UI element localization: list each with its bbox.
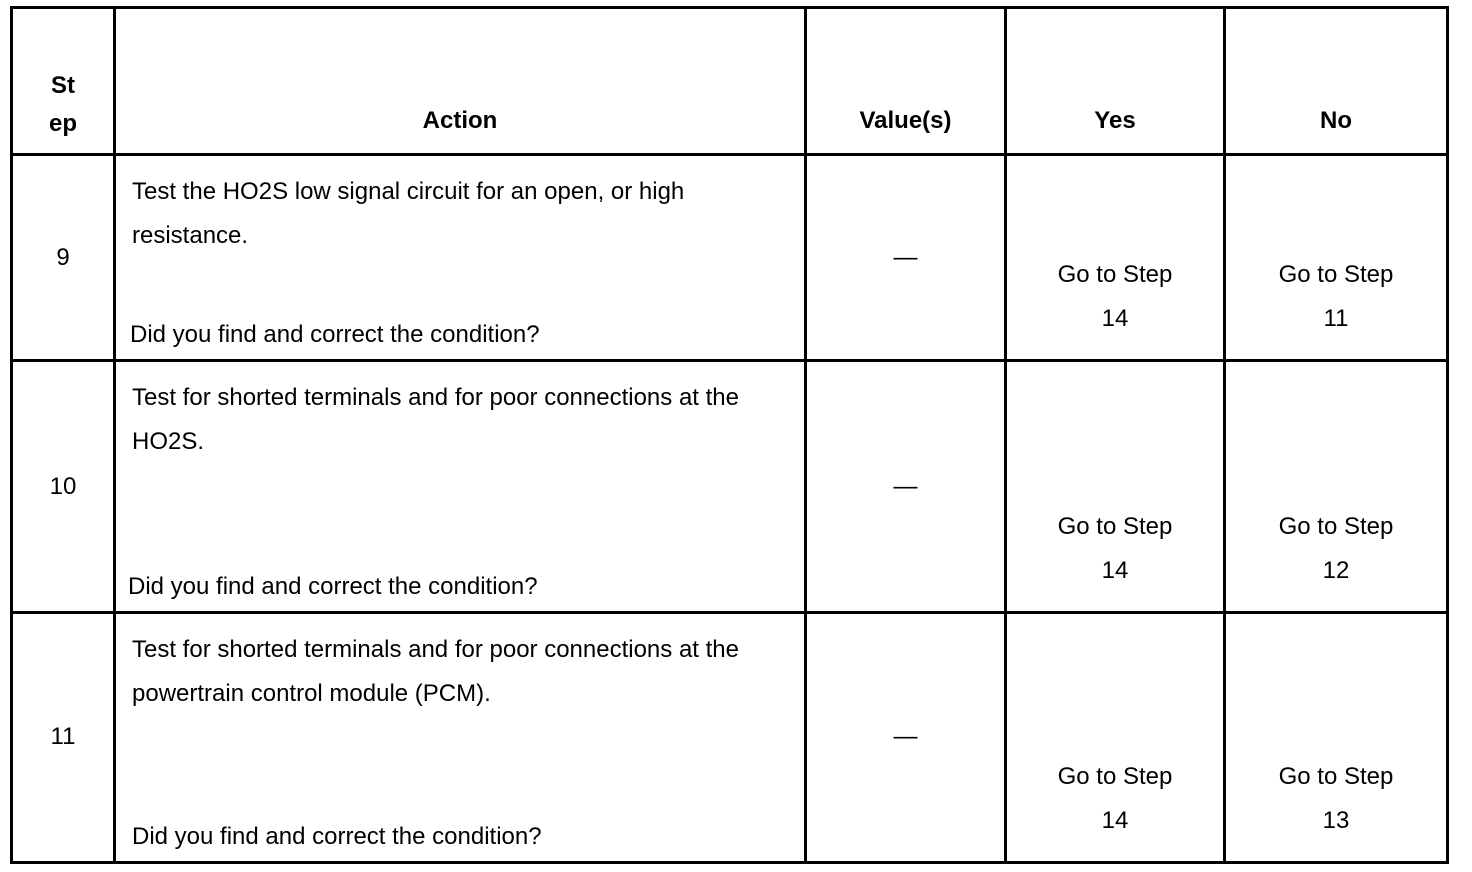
yes-goto-step: 14	[1101, 305, 1129, 333]
action-text: Test for shorted terminals and for poor connections at the powertrain control module (PCM).	[132, 635, 739, 707]
action-cell	[115, 612, 806, 862]
diagnostic-table	[10, 6, 1449, 864]
no-cell	[1225, 361, 1448, 612]
action-question: Did you find and correct the condition?	[128, 572, 538, 600]
action-cell	[115, 361, 806, 612]
no-cell	[1225, 612, 1448, 862]
no-goto-step: 13	[1322, 807, 1350, 834]
step-number: 11	[12, 612, 115, 862]
header-action: Action	[115, 8, 806, 155]
action-text: Test the HO2S low signal circuit for an open, or high resistance.	[132, 178, 685, 249]
yes-cell	[1006, 612, 1225, 862]
value-cell: —	[806, 612, 1006, 862]
no-goto-label: Go to Step	[1278, 261, 1394, 289]
no-goto-label: Go to Step	[1278, 763, 1394, 790]
action-question: Did you find and correct the condition?	[130, 321, 540, 349]
step-number: 9	[12, 155, 115, 361]
yes-cell	[1006, 361, 1225, 612]
action-text: Test for shorted terminals and for poor connections at the HO2S.	[132, 384, 739, 456]
step-number: 10	[12, 361, 115, 612]
no-goto-label: Go to Step	[1278, 512, 1394, 540]
table-row	[12, 155, 1448, 361]
action-cell	[115, 155, 806, 361]
header-values: Value(s)	[806, 8, 1006, 155]
value-cell: —	[806, 361, 1006, 612]
table-row	[12, 361, 1448, 612]
yes-goto-step: 14	[1101, 556, 1129, 584]
no-goto-step: 11	[1323, 305, 1349, 333]
yes-goto-label: Go to Step	[1057, 261, 1173, 289]
yes-cell	[1006, 155, 1225, 361]
no-cell	[1225, 155, 1448, 361]
value-cell: —	[806, 155, 1006, 361]
action-question: Did you find and correct the condition?	[132, 823, 542, 850]
no-goto-step: 12	[1322, 556, 1350, 584]
header-yes: Yes	[1006, 8, 1225, 155]
yes-goto-label: Go to Step	[1057, 763, 1173, 790]
yes-goto-label: Go to Step	[1057, 512, 1173, 540]
yes-goto-step: 14	[1101, 807, 1129, 834]
header-row	[12, 8, 1448, 155]
header-no: No	[1225, 8, 1448, 155]
table-row	[12, 612, 1448, 862]
header-step-line1: St	[51, 72, 75, 99]
header-step-line2: ep	[48, 110, 77, 137]
header-step	[12, 8, 115, 155]
